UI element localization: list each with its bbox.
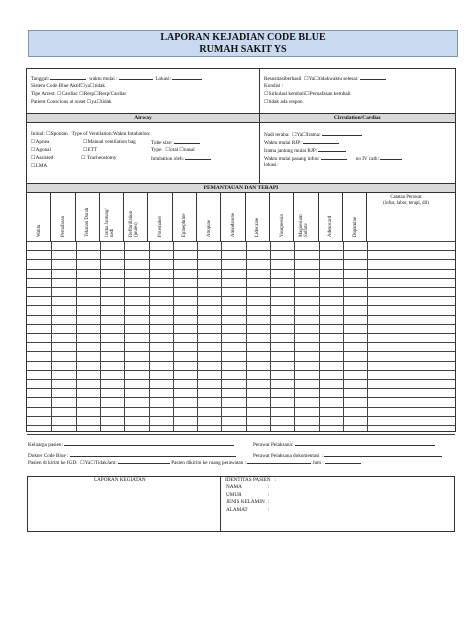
lma-option[interactable]: ☐LMA [31, 163, 48, 169]
grid-row-line [27, 379, 455, 380]
ett-option[interactable]: ☐ETT [83, 147, 98, 153]
grid-row-line [27, 259, 455, 260]
umur-colon: : [268, 492, 270, 498]
initial-spontan: Initial: ☐Spontan [31, 131, 68, 137]
grid-column-line [197, 241, 198, 431]
grid-row-line [27, 278, 455, 279]
column-header-3 [100, 193, 124, 241]
grid-row-line [27, 361, 455, 362]
nadi-options: ☐Ya☐Irama: [292, 132, 321, 138]
tracheostomy-option[interactable]: ☐ Tracheostomy [81, 155, 117, 161]
resusitasi-field[interactable] [264, 75, 386, 82]
grid-row-line [27, 333, 455, 334]
grid-column-line [100, 241, 101, 431]
grid-row-line [27, 342, 455, 343]
igd-options: ☐Ya☐TidakJam: [80, 460, 117, 466]
assisted-option[interactable]: ☐Assisted [31, 155, 54, 161]
lower-divider [220, 476, 221, 532]
lokasi-infus-field[interactable] [264, 162, 278, 168]
tipe-arrest[interactable]: Tipe Arrest: ☐Cardiac ☐Resp☐Resp/Cardiac [31, 91, 127, 97]
grid-column-line [221, 241, 222, 431]
column-header-9 [246, 193, 270, 241]
grid-row-line [27, 305, 455, 306]
column-header-2 [76, 193, 100, 241]
jenis-kelamin-colon: : [268, 499, 270, 505]
keluarga-field[interactable] [28, 441, 234, 448]
notes-heading: Catatan Perawat [390, 195, 422, 200]
form-title: LAPORAN KEJADIAN CODE BLUE [160, 32, 326, 43]
jenis-kelamin-field[interactable] [226, 499, 265, 505]
nadi-label: Nadi teraba: [264, 132, 290, 138]
irama-field[interactable] [264, 147, 346, 154]
column-header-label: Vasopressin [279, 214, 285, 237]
column-header-label: Irama Jantung/ nadi [104, 208, 115, 237]
iv-cath-label: no IV cath: [355, 156, 379, 162]
kondisi-label: Kondisi : [264, 83, 284, 89]
column-header-label: Atropine [206, 219, 212, 237]
airway-initial[interactable] [31, 131, 150, 137]
grid-row-line [27, 407, 455, 408]
grid-column-line [319, 241, 320, 431]
column-header-label: Waktu [36, 224, 42, 237]
tanggal-field[interactable] [31, 75, 202, 82]
nadi-field[interactable] [264, 131, 362, 138]
column-header-11 [294, 193, 318, 241]
grid-row-line [27, 296, 455, 297]
column-header-10 [270, 193, 294, 241]
column-header-8 [221, 193, 245, 241]
airway-heading: Airway [27, 113, 259, 123]
nama-field[interactable] [226, 484, 242, 490]
perawat-field[interactable] [253, 441, 435, 448]
column-header-label: Magnesium Sulfate [298, 214, 309, 237]
column-header-0 [27, 193, 51, 241]
perawat-doc-field[interactable]: Perawat Pelaksana dokumentasi : [253, 452, 442, 459]
circulation-heading: Circulation/Cardiac [260, 113, 455, 123]
column-header-label: Defibrillation (joules) [128, 210, 139, 237]
lokasi-infus-label: lokasi: [264, 162, 278, 168]
grid-row-line [27, 434, 455, 435]
grid-row-line [27, 269, 455, 270]
igd-field[interactable] [28, 459, 361, 466]
perawat-label: Perawat Pelaksana: [253, 442, 294, 448]
intubation-by-field[interactable] [151, 155, 211, 162]
grid-row-line [27, 388, 455, 389]
igd-label: Pasien di kirim ke IGD: [28, 460, 78, 466]
apnea-option[interactable]: ☐Apnea [31, 139, 50, 145]
grid-column-line [51, 241, 52, 431]
keluarga-label: Keluarga pasien: [28, 442, 63, 448]
resusitasi-label: Resusitasiberhasil [264, 76, 302, 82]
waktu-rjp-field[interactable] [264, 139, 339, 146]
umur-label: UMUR [226, 492, 242, 498]
tanggal-label: Tanggal: [31, 76, 50, 82]
alamat-label: ALAMAT [226, 507, 248, 513]
column-header-12 [319, 193, 343, 241]
column-header-label: Dopamine [352, 217, 358, 237]
column-header-label: Amiodarone [231, 213, 237, 237]
form-title-banner [28, 30, 458, 57]
grid-row-line [27, 425, 455, 426]
grid-row-line [27, 315, 455, 316]
grid-row-line [27, 416, 455, 417]
column-header-1 [51, 193, 75, 241]
resusitasi-options: ☐Ya☐tidakwaktu selesai: [304, 76, 359, 82]
alamat-colon: : [268, 507, 270, 513]
laporan-kegiatan-label: LAPORAN KEGIATAN [94, 477, 146, 483]
notes-column-header [357, 195, 455, 207]
jam-label: Jam : [312, 460, 324, 466]
tube-size-label: Tube size: [151, 140, 173, 146]
grid-row-line [27, 370, 455, 371]
grid-row-line [27, 250, 455, 251]
grid-column-line [76, 241, 77, 431]
grid-column-line [246, 241, 247, 431]
identitas-label: IDENTITAS PASIEN : [225, 477, 276, 483]
tube-size-field[interactable] [151, 139, 200, 146]
column-header-label: Pernafasan [60, 215, 66, 237]
column-header-label: Epinephrine [182, 213, 188, 237]
tidak-respon-option[interactable]: ☐tidak ada respon [264, 99, 303, 105]
column-header-7 [197, 193, 221, 241]
notes-subheading: (infus, labor, terapi, dll) [383, 201, 429, 206]
grid-column-line [343, 241, 344, 431]
column-header-label: Pacemaker [158, 215, 164, 237]
jenis-kelamin-label: JENIS KELAMIN [226, 499, 265, 505]
ruang-label: Pasien dikirim ke ruang perawatan : [171, 460, 247, 466]
ventilation-type-label: Type of Ventilation:Waktu Intubation: [71, 131, 151, 137]
grid-row-line [27, 287, 455, 288]
grid-column-line [294, 241, 295, 431]
dokter-field[interactable] [28, 452, 236, 459]
dokter-label: Dokter Code Blue : [28, 453, 69, 459]
grid-column-line [149, 241, 150, 431]
waktu-infus-label: Waktu mulai pasang infus: [264, 156, 320, 162]
intubation-by-label: Intubation oleh: [151, 156, 184, 162]
column-header-5 [149, 193, 173, 241]
grid-column-line [367, 241, 368, 431]
monitoring-heading: PEMANTAUAN DAN TERAPI [27, 183, 455, 193]
umur-field[interactable] [226, 492, 242, 498]
manual-bag-option[interactable]: ☐Manual ventilation bag [83, 139, 136, 145]
infus-field[interactable] [264, 155, 402, 162]
waktu-rjp-label: Waktu mulai RJP: [264, 140, 302, 146]
section-divider [259, 68, 260, 183]
irama-label: Irama jantung mulai RJP: [264, 148, 318, 154]
intubation-type-field[interactable] [151, 147, 195, 153]
agonal-option[interactable]: ☐Agonal [31, 147, 51, 153]
waktu-mulai-label: waktu mulai : [88, 76, 118, 82]
nama-colon: : [268, 484, 270, 490]
perawat-doc-label: Perawat Pelaksana dokumentasi [253, 453, 320, 459]
column-header-4 [124, 193, 148, 241]
lokasi-label: Lokasi: [155, 76, 171, 82]
column-header-label: Tekanan Darah [85, 207, 91, 237]
grid-row-line [27, 397, 455, 398]
grid-column-line [270, 241, 271, 431]
patient-conscious[interactable]: Patient Conscious at onset ☐ya☐tidak [31, 99, 112, 105]
sirkulasi-options[interactable]: ☐Sirkulasi kembali☐Pernafasan kembali [264, 91, 351, 97]
alamat-field[interactable] [226, 507, 248, 513]
type-options: ☐oral ☐nasal [165, 147, 195, 153]
grid-row-line [27, 241, 455, 242]
sistem-code-blue[interactable]: Sistem Code Blue Aktif☐ya☐tidak [31, 83, 105, 89]
column-header-6 [173, 193, 197, 241]
column-header-label: Adenocard [328, 215, 334, 237]
grid-column-line [173, 241, 174, 431]
type-label: Type: [151, 147, 163, 153]
hospital-name: RUMAH SAKIT YS [199, 44, 287, 55]
nama-label: NAMA [226, 484, 242, 490]
grid-row-line [27, 351, 455, 352]
grid-row-line [27, 324, 455, 325]
grid-column-line [124, 241, 125, 431]
column-header-label: Lidocaine [255, 217, 261, 237]
